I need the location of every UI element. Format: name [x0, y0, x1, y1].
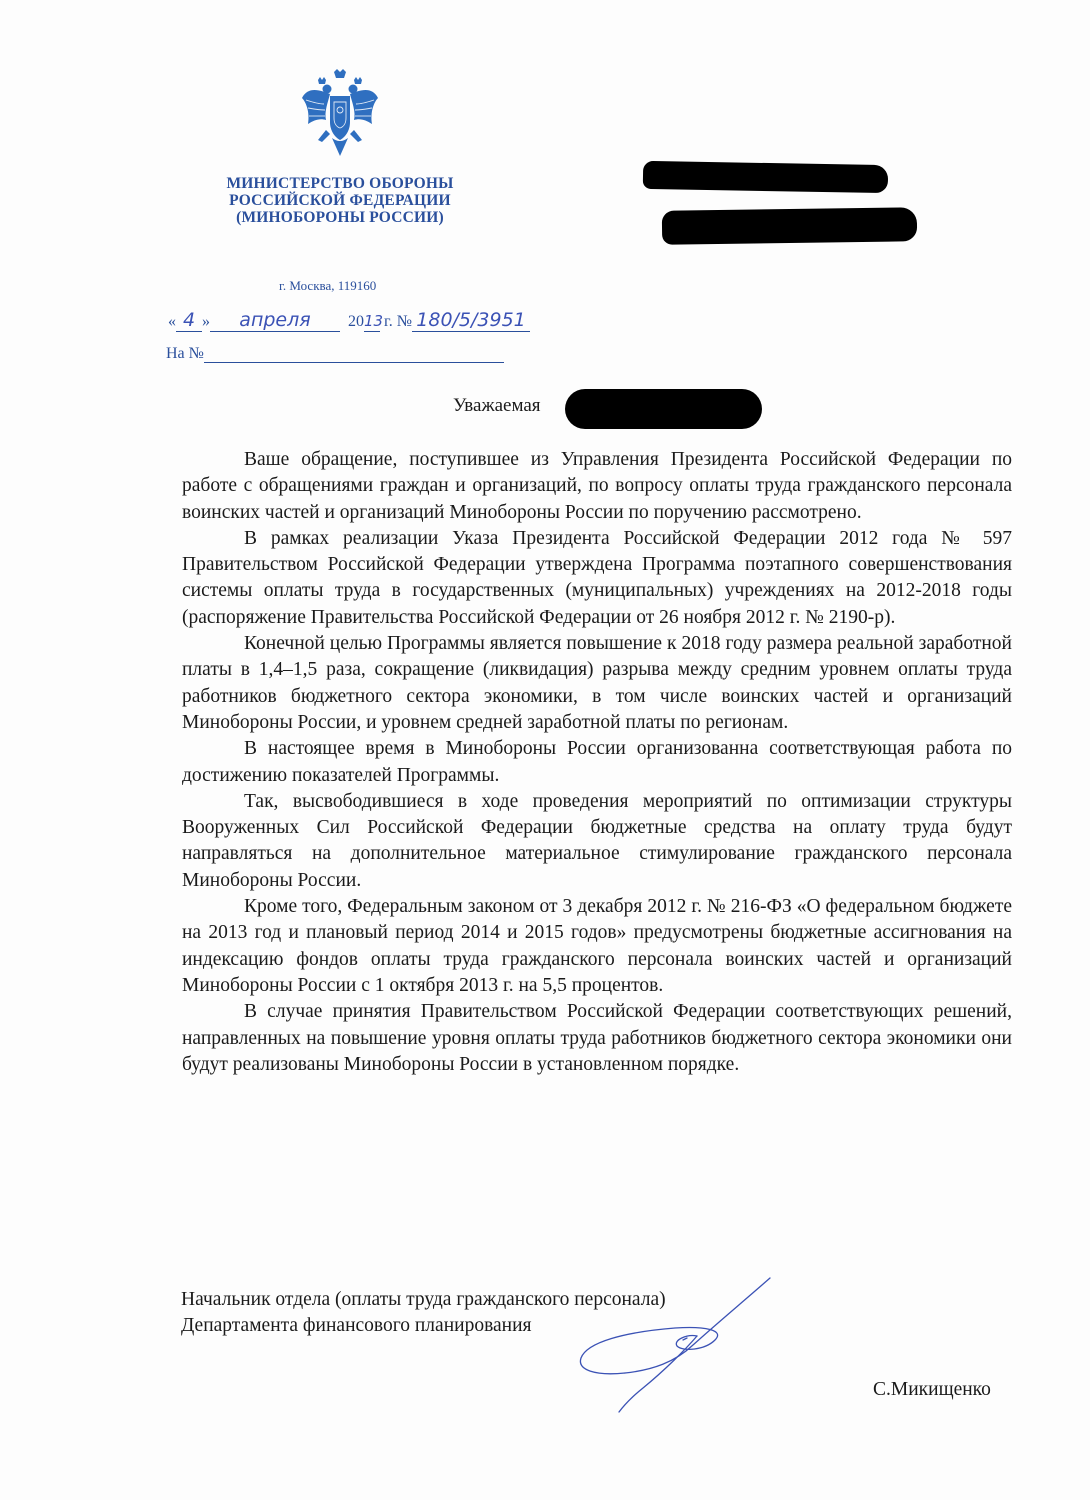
letter-date-number — [168, 309, 530, 332]
open-quote: « — [168, 313, 176, 330]
year-mark: г. № — [384, 313, 413, 330]
redacted-name — [565, 389, 762, 429]
na-blank — [204, 346, 504, 363]
signatory-title-line-2: Департамента финансового планирования — [181, 1315, 532, 1336]
letter-body — [182, 447, 1012, 1078]
paragraph-1: Ваше обращение, поступившее из Управления Президента Российской Федерации по работе с обращениями граждан и организаций, по вопросу оплаты труда гражданского персонала воинских частей и организаций Минобороны России по поручению рассмотрено. — [182, 449, 1012, 523]
paragraph-5: Так, высвободившиеся в ходе проведения мероприятий по оптимизации структуры Вооруженных Сил Российской Федерации бюджетные средства на оплату труда будут направляться на дополнительное материальное стимулирование гражданского персонала Минобороны России. — [182, 790, 1012, 891]
handwritten-signature — [565, 1270, 780, 1415]
paragraph-3: Конечной целью Программы является повышение к 2018 году размера реальной заработной платы в 1,4–1,5 раза, сокращение (ликвидация) разрыва между средним уровнем оплаты труда работников бюджетного сектора экономики, в том числе воинских частей и организаций Минобороны России, и уровнем средней заработной платы по регионам. — [182, 633, 1012, 733]
na-label: На № — [166, 345, 204, 362]
salutation: Уважаемая — [453, 395, 541, 416]
paragraph-2: В рамках реализации Указа Президента Российской Федерации 2012 года № 597 Правительством Российской Федерации утверждена Программа поэтапного совершенствования системы оплаты труда в государственных (муниципальных) учреждениях на 2012-2018 годы (распоряжение Правительства Российской Федерации от 26 ноября 2012 г. № 2190-р). — [182, 527, 1012, 628]
redacted-addressee-line-2 — [662, 207, 917, 245]
ministry-header — [200, 175, 480, 226]
year-suffix: 13 — [364, 312, 384, 330]
year-prefix: 20 — [348, 313, 364, 330]
coat-of-arms-icon — [300, 68, 380, 160]
reply-to-number — [166, 345, 504, 363]
signatory-name: С.Микищенко — [873, 1379, 991, 1400]
paragraph-7: В случае принятия Правительством Российской Федерации соответствующих решений, направленных на повышение уровня оплаты труда работников бюджетного сектора экономики они будут реализованы Минобороны России в установленном порядке. — [182, 1001, 1012, 1075]
city-postcode: г. Москва, 119160 — [279, 278, 377, 293]
signatory-title-line-1: Начальник отдела (оплаты труда гражданского персонала) — [181, 1289, 666, 1310]
date-day: 4 — [182, 309, 196, 331]
paragraph-6: Кроме того, Федеральным законом от 3 декабря 2012 г. № 216-ФЗ «О федеральном бюджете на 2013 год и плановый период 2014 и 2015 годов» предусмотрены бюджетные ассигнования на индексацию фондов оплаты труда гражданского персонала воинских частей и организаций Минобороны России с 1 октября 2013 г. на 5,5 процентов. — [182, 896, 1012, 996]
org-line-3: (МИНОБОРОНЫ РОССИИ) — [236, 209, 444, 226]
paragraph-4: В настоящее время в Минобороны России организованна соответствующая работа по достижению показателей Программы. — [182, 738, 1012, 786]
close-quote: » — [202, 313, 210, 330]
letter-number: 180/5/3951 — [416, 309, 526, 331]
redacted-addressee-line-1 — [643, 161, 888, 193]
org-line-2: РОССИЙСКОЙ ФЕДЕРАЦИИ — [229, 192, 451, 209]
org-line-1: МИНИСТЕРСТВО ОБОРОНЫ — [226, 175, 454, 192]
date-month: апреля — [239, 309, 311, 331]
